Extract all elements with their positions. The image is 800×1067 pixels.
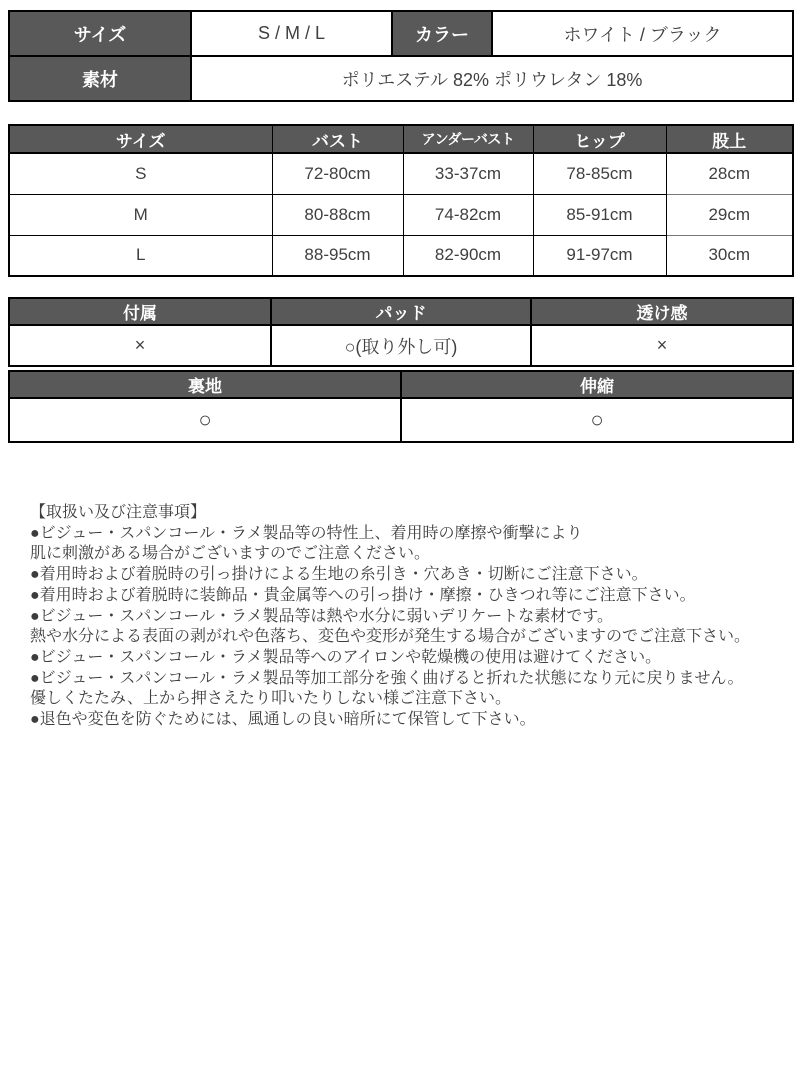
attribute-header-row-1	[9, 298, 793, 325]
under-bust-cell: 82-90cm	[403, 235, 533, 276]
hip-cell: 78-85cm	[533, 153, 666, 194]
rise-col-header: 股上	[666, 125, 793, 153]
color-value-cell: ホワイト / ブラック	[492, 11, 793, 56]
attribute-value-row-2	[9, 398, 793, 442]
stretch-value: ○	[401, 398, 793, 442]
rise-cell: 30cm	[666, 235, 793, 276]
material-value-cell: ポリエステル 82% ポリウレタン 18%	[191, 56, 793, 101]
bust-cell: 80-88cm	[272, 194, 403, 235]
bust-col-header: バスト	[272, 125, 403, 153]
size-cell: M	[9, 194, 272, 235]
lining-value: ○	[9, 398, 401, 442]
info-table	[8, 10, 794, 102]
hip-col-header: ヒップ	[533, 125, 666, 153]
accessory-header: 付属	[9, 298, 271, 325]
color-label-cell: カラー	[392, 11, 492, 56]
size-chart-table	[8, 124, 794, 277]
size-cell: S	[9, 153, 272, 194]
bust-cell: 72-80cm	[272, 153, 403, 194]
under-bust-cell: 33-37cm	[403, 153, 533, 194]
attribute-value-row-1	[9, 325, 793, 366]
attribute-header-row-2	[9, 371, 793, 398]
attribute-table-1	[8, 297, 794, 367]
care-notes	[30, 503, 790, 731]
size-col-header: サイズ	[9, 125, 272, 153]
hip-cell: 91-97cm	[533, 235, 666, 276]
care-note-line: ●退色や変色を防ぐためには、風通しの良い暗所にて保管して下さい。	[30, 711, 536, 729]
size-chart-row-s	[9, 153, 793, 194]
care-note-line: 肌に刺激がある場合がございますのでご注意ください。	[30, 545, 431, 563]
under-bust-col-header: アンダーバスト	[403, 125, 533, 153]
size-chart-header-row	[9, 125, 793, 153]
size-chart-row-m	[9, 194, 793, 235]
under-bust-cell: 74-82cm	[403, 194, 533, 235]
care-note-line: 優しくたたみ、上から押さえたり叩いたりしない様ご注意下さい。	[30, 690, 511, 708]
attribute-table-2	[8, 370, 794, 443]
size-chart-row-l	[9, 235, 793, 276]
rise-cell: 29cm	[666, 194, 793, 235]
accessory-value: ×	[9, 325, 271, 366]
rise-cell: 28cm	[666, 153, 793, 194]
pad-header: パッド	[271, 298, 531, 325]
care-note-line: ●着用時および着脱時の引っ掛けによる生地の糸引き・穴あき・切断にご注意下さい。	[30, 566, 648, 584]
size-value-cell: S / M / L	[191, 11, 392, 56]
info-row-material	[9, 56, 793, 101]
hip-cell: 85-91cm	[533, 194, 666, 235]
care-note-line: ●ビジュー・スパンコール・ラメ製品等へのアイロンや乾燥機の使用は避けてください。	[30, 648, 662, 666]
sheer-value: ×	[531, 325, 793, 366]
stretch-header: 伸縮	[401, 371, 793, 398]
care-note-line: ●ビジュー・スパンコール・ラメ製品等の特性上、着用時の摩擦や衝撃により	[30, 524, 583, 542]
material-label-cell: 素材	[9, 56, 191, 101]
size-label-cell: サイズ	[9, 11, 191, 56]
info-row-size-color	[9, 11, 793, 56]
care-note-line: ●着用時および着脱時に装飾品・貴金属等への引っ掛け・摩擦・ひきつれ等にご注意下さい。	[30, 586, 696, 604]
care-notes-title: 【取扱い及び注意事項】	[30, 504, 207, 521]
sheer-header: 透け感	[531, 298, 793, 325]
care-note-line: ●ビジュー・スパンコール・ラメ製品等は熱や水分に弱いデリケートな素材です。	[30, 607, 613, 625]
care-note-line: ●ビジュー・スパンコール・ラメ製品等加工部分を強く曲げると折れた状態になり元に戻りません。	[30, 669, 744, 687]
bust-cell: 88-95cm	[272, 235, 403, 276]
size-cell: L	[9, 235, 272, 276]
pad-value: ○(取り外し可)	[271, 325, 531, 366]
lining-header: 裏地	[9, 371, 401, 398]
care-note-line: 熱や水分による表面の剥がれや色落ち、変色や変形が発生する場合がございますのでご注意下さい。	[30, 628, 751, 646]
